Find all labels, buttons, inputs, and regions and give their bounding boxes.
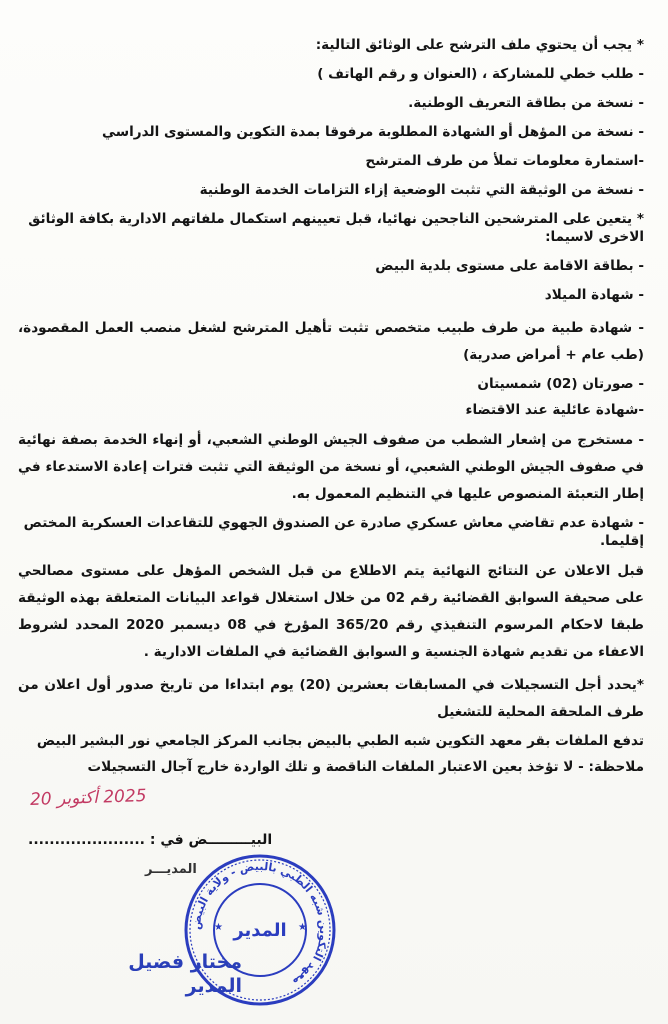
doc-line-no-pension: - شهادة عدم تقاضي معاش عسكري صادرة عن الصندوق الجهوي للتقاعدات العسكرية المختص إقليما. [23, 515, 644, 549]
doc-line-birth-cert: - شهادة الميلاد [544, 287, 644, 303]
document-body [18, 36, 644, 784]
signature-name: مختار فضيل [128, 951, 242, 973]
seal-ring-text: معهد التكوين شبه الطبي بالبيض - ولاية البيض [189, 859, 331, 989]
signature-title: المدير [185, 975, 242, 997]
doc-line-required-docs: * يجب أن يحتوي ملف الترشح على الوثائق التالية: [315, 37, 644, 53]
doc-line-residence: - بطاقة الاقامة على مستوى بلدية البيض [375, 258, 644, 274]
doc-paragraph-criminal-record: قبل الاعلان عن النتائج النهائية يتم الاطلاع من قبل الشخص المؤهل على مستوى مصالحي على صحيفة السوابق القضائية رقم 02 من خلال استغلال قواعد البيانات المتعلقة بهذه الوثيقة طبقا لاحكام المرسوم التنفيذي رقم 365/20 المؤرخ في 08 ديسمبر 2020 المحدد لشروط الاعفاء من تقديم شهادة الجنسية و السوابق القضائية في الملفات الادارية . [18, 563, 644, 660]
doc-line-diploma: - نسخة من المؤهل أو الشهادة المطلوبة مرفوقا بمدة التكوين والمستوى الدراسي [102, 124, 644, 140]
doc-line-medical-cert: - شهادة طبية من طرف طبيب متخصص تثبت تأهيل المترشح لشغل منصب العمل المقصودة،(طب عام + أمراض صدرية) [18, 320, 644, 363]
doc-line-submission-place: تدفع الملفات بقر معهد التكوين شبه الطبي بالبيض بجانب المركز الجامعي نور البشير البيض [36, 733, 644, 749]
place-date-line: البيـــــــــض في : ...................... [28, 832, 273, 848]
doc-paragraph-deadline: *يحدد أجل التسجيلات في المسابقات بعشرين (20) يوم ابتداءا من تاريخ صدور أول اعلان من طرف الملحقة المحلية للتشغيل [18, 677, 644, 720]
date-stamp: 2025 أكتوبر 20 [29, 785, 147, 811]
signatory-title: المديـــر [145, 862, 197, 877]
doc-line-id-card: - نسخة من بطاقة التعريف الوطنية. [408, 95, 644, 111]
handwritten-signature [82, 950, 242, 1020]
doc-line-family-cert: -شهادة عائلية عند الاقتضاء [465, 402, 644, 418]
doc-line-successful-candidates: * يتعين على المترشحين الناجحين نهائيا، قبل تعيينهم استكمال ملفاتهم الادارية بكافة الوثائق الاخرى لاسيما: [28, 211, 644, 245]
seal-center-text: المدير [233, 920, 287, 941]
doc-line-info-form: -استمارة معلومات تملأ من طرف المترشح [365, 153, 644, 169]
svg-text:★: ★ [298, 922, 307, 933]
doc-line-photos: - صورتان (02) شمسيتان [477, 376, 644, 392]
doc-line-national-service: - نسخة من الوثيقة التي تثبت الوضعية إزاء التزامات الخدمة الوطنية [199, 182, 644, 198]
doc-line-note: ملاحظة: - لا تؤخذ بعين الاعتبار الملفات الناقصة و تلك الواردة خارج آجال التسجيلات [87, 759, 644, 775]
doc-line-army-discharge: - مستخرج من إشعار الشطب من صفوف الجيش الوطني الشعبي، أو إنهاء الخدمة بصفة نهائية في صفوف الجيش الوطني الشعبي، أو نسخة من الوثيقة التي تثبت فترات إعادة الاستدعاء في إطار التعبئة المنصوص عليها في التنظيم المعمول به. [18, 432, 644, 502]
doc-line-application: - طلب خطي للمشاركة ، (العنوان و رقم الهاتف ) [317, 66, 644, 82]
svg-text:★: ★ [214, 922, 223, 933]
